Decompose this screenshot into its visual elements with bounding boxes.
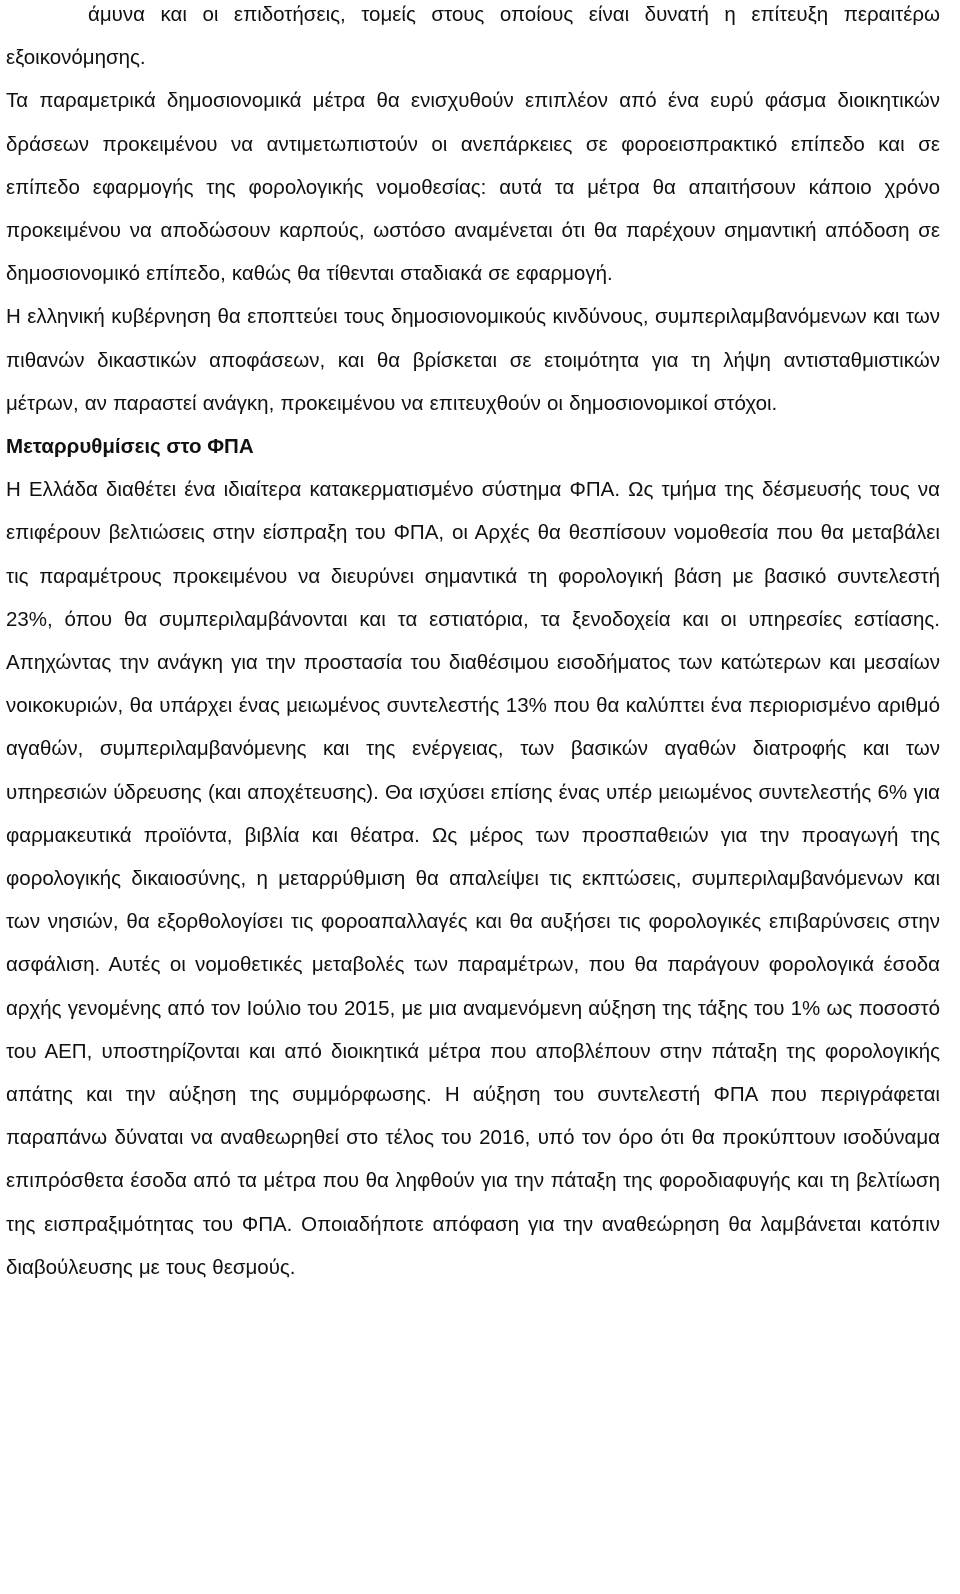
paragraph-fiscal-risks: Η ελληνική κυβέρνηση θα εποπτεύει τους δημοσιονομικούς κινδύνους, συμπεριλαμβανόμενων και των πιθανών δικαστικών αποφάσεων, και θα βρίσκεται σε ετοιμότητα για τη λήψη αντισταθμιστικών μέτρων, αν παραστεί ανάγκη, προκειμένου να επιτευχθούν οι δημοσιονομικοί στόχοι.	[6, 305, 940, 415]
paragraph-administrative-measures: Τα παραμετρικά δημοσιονομικά μέτρα θα ενισχυθούν επιπλέον από ένα ευρύ φάσμα διοικητικών δράσεων προκειμένου να αντιμετωπιστούν οι ανεπάρκειες σε φοροεισπρακτικό επίπεδο και σε επίπεδο εφαρμογής της φορολογικής νομοθεσίας: αυτά τα μέτρα θα απαιτήσουν κάποιο χρόνο προκειμένου να αποδώσουν καρπούς, ωστόσο αναμένεται ότι θα παρέχουν σημαντική απόδοση σε δημοσιονομικό επίπεδο, καθώς θα τίθενται σταδιακά σε εφαρμογή.	[6, 89, 940, 286]
paragraph-savings: άμυνα και οι επιδοτήσεις, τομείς στους οποίους είναι δυνατή η επίτευξη περαιτέρω εξοικονόμησης.	[6, 3, 940, 70]
section-heading-vat: Μεταρρυθμίσεις στο ΦΠΑ	[6, 435, 254, 459]
paragraph-vat-reform: Η Ελλάδα διαθέτει ένα ιδιαίτερα κατακερματισμένο σύστημα ΦΠΑ. Ως τμήμα της δέσμευσής τους να επιφέρουν βελτιώσεις στην είσπραξη του ΦΠΑ, οι Αρχές θα θεσπίσουν νομοθεσία που θα μεταβάλει τις παραμέτρους προκειμένου να διευρύνει σημαντικά τη φορολογική βάση με βασικό συντελεστή 23%, όπου θα συμπεριλαμβάνονται και τα εστιατόρια, τα ξενοδοχεία και οι υπηρεσίες εστίασης. Απηχώντας την ανάγκη για την προστασία του διαθέσιμου εισοδήματος των κατώτερων και μεσαίων νοικοκυριών, θα υπάρχει ένας μειωμένος συντελεστής 13% που θα καλύπτει ένα περιορισμένο αριθμό αγαθών, συμπεριλαμβανόμενης και της ενέργειας, των βασικών αγαθών διατροφής και των υπηρεσιών ύδρευσης (και αποχέτευσης). Θα ισχύσει επίσης ένας υπέρ μειωμένος συντελεστής 6% για φαρμακευτικά προϊόντα, βιβλία και θέατρα. Ως μέρος των προσπαθειών για την προαγωγή της φορολογικής δικαιοσύνης, η μεταρρύθμιση θα απαλείψει τις εκπτώσεις, συμπεριλαμβανόμενων και των νησιών, θα εξορθολογίσει τις φοροαπαλλαγές και θα αυξήσει τις φορολογικές επιβαρύνσεις στην ασφάλιση. Αυτές οι νομοθετικές μεταβολές των παραμέτρων, που θα παράγουν φορολογικά έσοδα αρχής γενομένης από τον Ιούλιο του 2015, με μια αναμενόμενη αύξηση της τάξης του 1% ως ποσοστό του ΑΕΠ, υποστηρίζονται και από διοικητικά μέτρα που αποβλέπουν στην πάταξη της φορολογικής απάτης και την αύξηση της συμμόρφωσης. Η αύξηση του συντελεστή ΦΠΑ που περιγράφεται παραπάνω δύναται να αναθεωρηθεί στο τέλος του 2016, υπό τον όρο ότι θα προκύπτουν ισοδύναμα επιπρόσθετα έσοδα από τα μέτρα που θα ληφθούν για την πάταξη της φοροδιαφυγής και τη βελτίωση της εισπραξιμότητας του ΦΠΑ. Οποιαδήποτε απόφαση για την αναθεώρηση θα λαμβάνεται κατόπιν διαβούλευσης με τους θεσμούς.	[6, 478, 940, 1279]
